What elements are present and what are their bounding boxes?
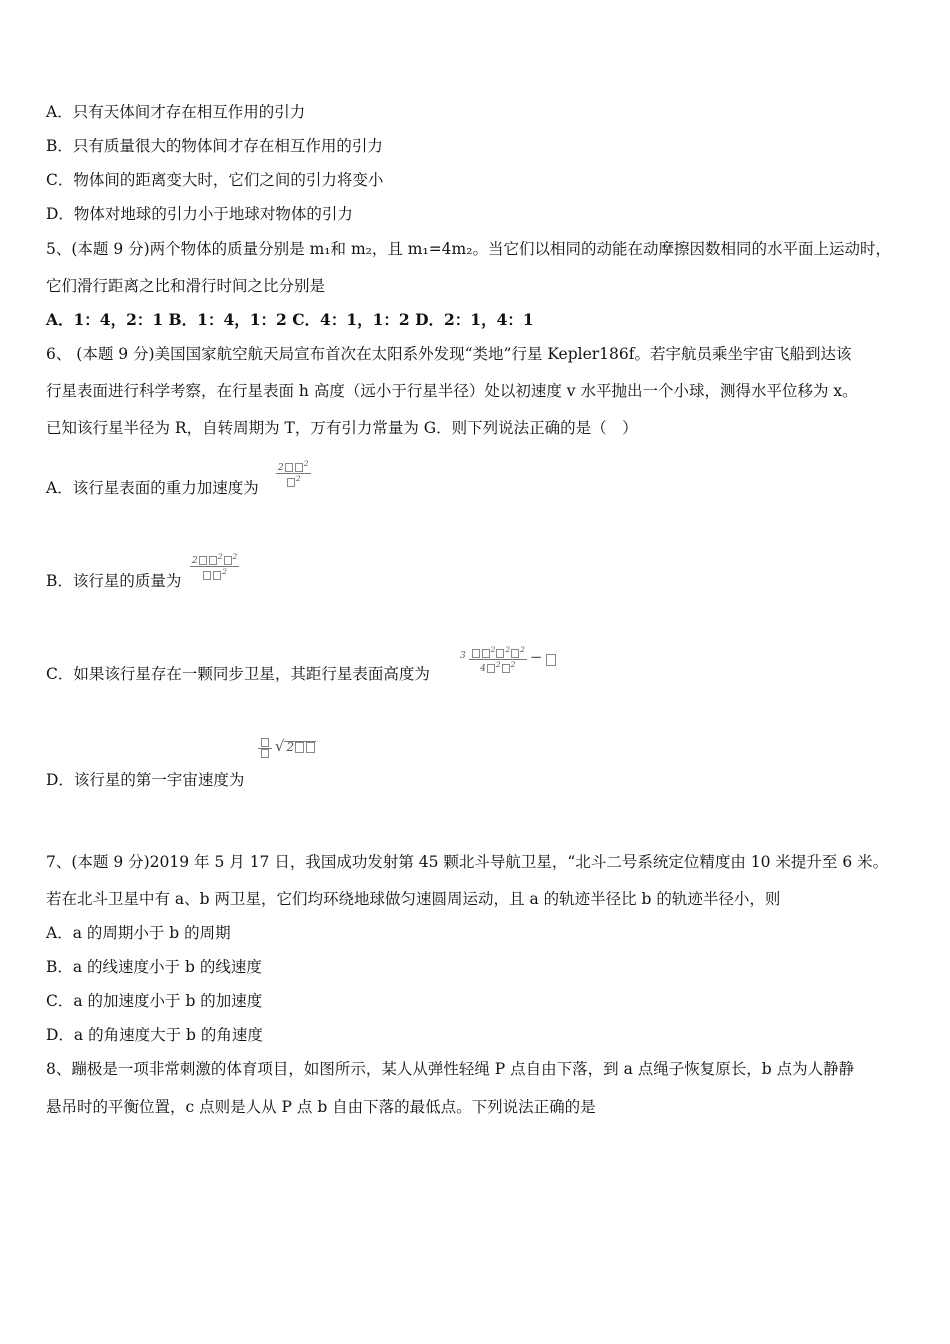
q6-stem-line3: 已知该行星半径为 R，自转周期为 T，万有引力常量为 G．则下列说法正确的是（ ） <box>46 419 638 437</box>
q5-stem-line2: 它们滑行距离之比和滑行时间之比分别是 <box>46 277 326 295</box>
q7-option-b[interactable]: B．a 的线速度小于 b 的线速度 <box>46 958 262 976</box>
q4-option-d[interactable]: D．物体对地球的引力小于地球对物体的引力 <box>46 205 353 223</box>
q8-stem-line2: 悬吊时的平衡位置，c 点则是人从 P 点 b 自由下落的最低点。下列说法正确的是 <box>46 1098 596 1116</box>
q4-option-a[interactable]: A．只有天体间才存在相互作用的引力 <box>46 103 306 121</box>
q6-stem-line2: 行星表面进行科学考察，在行星表面 h 高度（远小于行星半径）处以初速度 v 水平抛出一个小球，测得水平位移为 x。 <box>46 382 858 400</box>
q6-option-a-formula: $\frac{2 ^2}{^2}$ <box>276 459 311 488</box>
q5-stem-line1: 5、(本题 9 分)两个物体的质量分别是 m₁和 m₂，且 m₁=4m₂。当它们以相同的动能在动摩擦因数相同的水平面上运动时， <box>46 240 891 258</box>
q6-stem-line1: 6、 (本题 9 分)美国国家航空航天局宣布首次在太阳系外发现“类地”行星 Kepler186f。若宇航员乘坐宇宙飞船到达该 <box>46 345 852 363</box>
q6-option-c-formula: $^3$ $\frac{^2 ^2 ^2}{4 ^2 ^2}$ − <box>460 645 557 674</box>
q5-options[interactable]: A．1：4，2：1 B．1：4，1：2 C．4：1，1：2 D．2：1，4：1 <box>46 310 534 329</box>
q6-option-c[interactable]: C．如果该行星存在一颗同步卫星，其距行星表面高度为 <box>46 665 430 683</box>
q4-option-b[interactable]: B．只有质量很大的物体间才存在相互作用的引力 <box>46 137 383 155</box>
q8-stem-line1: 8、蹦极是一项非常刺激的体育项目，如图所示，某人从弹性轻绳 P 点自由下落，到 a 点绳子恢复原长，b 点为人静静 <box>46 1060 855 1078</box>
q6-option-d-formula: √ 2 <box>258 738 316 759</box>
q7-option-a[interactable]: A．a 的周期小于 b 的周期 <box>46 924 231 942</box>
q7-stem-line1: 7、(本题 9 分)2019 年 5 月 17 日，我国成功发射第 45 颗北斗导航卫星，“北斗二号系统定位精度由 10 米提升至 6 米。 <box>46 853 889 871</box>
q6-option-b[interactable]: B．该行星的质量为 <box>46 572 182 590</box>
q6-option-d[interactable]: D．该行星的第一宇宙速度为 <box>46 771 245 789</box>
q6-option-a[interactable]: A．该行星表面的重力加速度为 <box>46 479 259 497</box>
q7-option-c[interactable]: C．a 的加速度小于 b 的加速度 <box>46 992 263 1010</box>
q7-stem-line2: 若在北斗卫星中有 a、b 两卫星，它们均环绕地球做匀速圆周运动，且 a 的轨迹半径比 b 的轨迹半径小，则 <box>46 890 781 908</box>
q7-option-d[interactable]: D．a 的角速度大于 b 的角速度 <box>46 1026 263 1044</box>
q6-option-b-formula: $\frac{2 ^2 ^2}{^2}$ <box>190 552 239 581</box>
q4-option-c[interactable]: C．物体间的距离变大时，它们之间的引力将变小 <box>46 171 384 189</box>
